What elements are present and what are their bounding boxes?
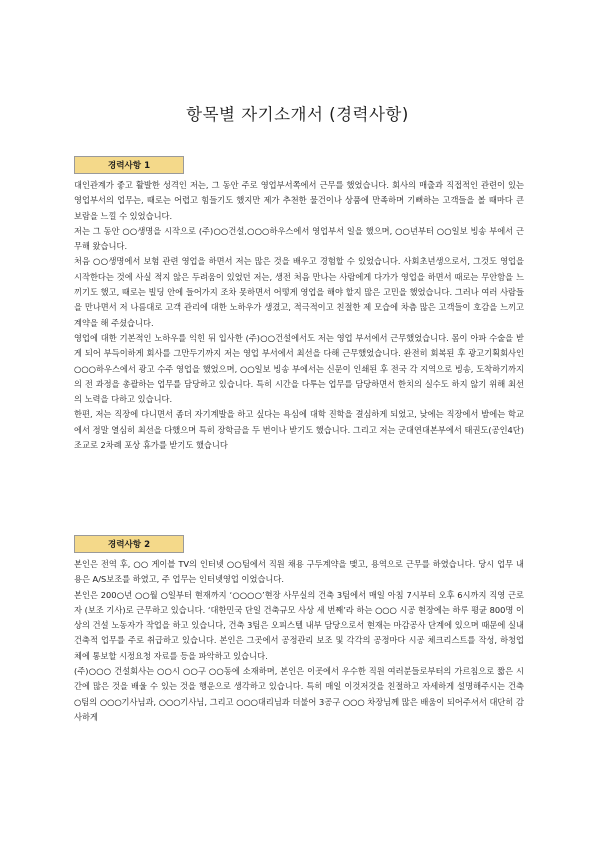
section-body-career-2 <box>74 557 524 725</box>
paragraph: 본인은 전역 후, ○○ 게이블 TV의 인터넷 ○○팀에서 직원 채용 구두계약을 맺고, 용역으로 근무를 하였습니다. 당시 업무 내용은 A/S보조를 하였고, 주 업무는 인터넷영업 이었습니다. <box>74 559 524 585</box>
paragraph: 저는 그 동안 ○○생명을 시작으로 (주)○○건설,○○○하우스에서 영업부서 일을 했으며, ○○년부터 ○○일보 빙송 부에서 근무해 왔습니다. <box>74 225 524 252</box>
paragraph: 본인은 200○년 ○○월 ○일부터 현재까지 ‘○○○○’현장 사무실의 건축 3팀에서 매일 아침 7시부터 오후 6시까지 직영 근로자 (보조 기사)로 근무하고 있습니다. ‘대한민국 단일 건축규모 사상 세 번째’라 하는 ○○○ 시공 현장에는 하루 평균 800명 이상의 건설 노동자가 작업을 하고 있습니다, 건축 3팀은 오피스텔 내부 담당으로서 현재는 마감공사 단계에 있으며 때문에 실내 건축적 업무를 주로 취급하고 있습니다. 본인은 그곳에서 공정관리 보조 및 각각의 공정마다 시공 체크리스트를 작성, 하청업체에 통보할 시정요청 자료를 등을 파악하고 있습니다. <box>74 589 524 661</box>
paragraph: 대인관계가 좋고 활발한 성격인 저는, 그 동안 주로 영업부서쪽에서 근무를 했었습니다. 회사의 매출과 직접적인 관련이 있는 영업부서의 업무는, 때로는 어렵고 힘들기도 했지만 제가 추천한 물건이나 상품에 만족하며 기뻐하는 고객들을 볼 때마다 큰 보람을 느낄 수 있었습니다. <box>74 180 524 221</box>
paragraph: 한편, 저는 직장에 다니면서 좀더 자기계발을 하고 싶다는 욕심에 대학 진학을 결심하게 되었고, 낮에는 직장에서 밤에는 학교에서 정말 열심히 최선을 다했으며 특히 장학금을 두 번이나 받기도 했습니다. 그리고 저는 군대연대본부에서 태권도(공인4단) 조교로 2차례 포상 휴가를 받기도 했습니다 <box>74 409 524 451</box>
section-header-career-1: 경력사항 1 <box>74 156 184 174</box>
section-header-career-2: 경력사항 2 <box>74 535 184 553</box>
paragraph: 영업에 대한 기본적인 노하우를 익힌 뒤 입사한 (주)○○건설에서도 저는 영업 부서에서 근무했었습니다. 몸이 아파 수술을 받게 되어 부득이하게 회사를 그만두기까지 저는 영업 부서에서 최선을 다해 근무했었습니다. 완전히 회복된 후 광고기획회사인 ○○○하우스에서 광고 수주 영업을 했었으며, ○○일보 빙송 부에서는 신문이 인쇄된 후 전국 각 지역으로 빙송, 도착하기까지의 전 과정을 총괄하는 업무를 담당하고 있습니다. 특히 시간을 다투는 업무를 담당하면서 한치의 실수도 하지 않기 위해 최선의 노력을 다하고 있습니다. <box>74 332 524 405</box>
document-title: 항목별 자기소개서 (경력사항) <box>186 105 409 124</box>
paragraph: (주)○○○ 건설회사는 ○○시 ○○구 ○○동에 소재하며, 본인은 이곳에서 우수한 직원 여러분들로부터의 가르침으로 짧은 시간에 많은 것을 배울 수 있는 것을 행운으로 생각하고 있습니다. 특히 매일 이것저것을 친절하고 자세하게 설명해주시는 건축 ○팀의 ○○○기사님과, ○○○기사님, 그리고 ○○○대리님과 더불어 3공구 ○○○ 차장님께 많은 배움이 되어주셔서 대단히 감사하게 <box>74 666 524 722</box>
section-body-career-1 <box>74 178 524 453</box>
paragraph: 처음 ○○생명에서 보험 관련 영업을 하면서 저는 많은 것을 배우고 경험할 수 있었습니다. 사회초년생으로서, 그것도 영업을 시작한다는 것에 사실 적지 않은 두려움이 있었던 저는, 생전 처음 만나는 사람에게 다가가 영업을 하면서 때로는 무안함을 느끼기도 했고, 때로는 빌딩 안에 들어가지 조차 못하면서 어떻게 영업을 해야 할지 많은 고민을 했었습니다. 그러나 여러 사람들을 만나면서 저 나름대로 고객 관리에 대한 노하우가 생겼고, 적극적이고 친절한 제 모습에 차츰 많은 고객들이 호감을 느끼고 계약을 해 주셨습니다. <box>74 256 524 328</box>
